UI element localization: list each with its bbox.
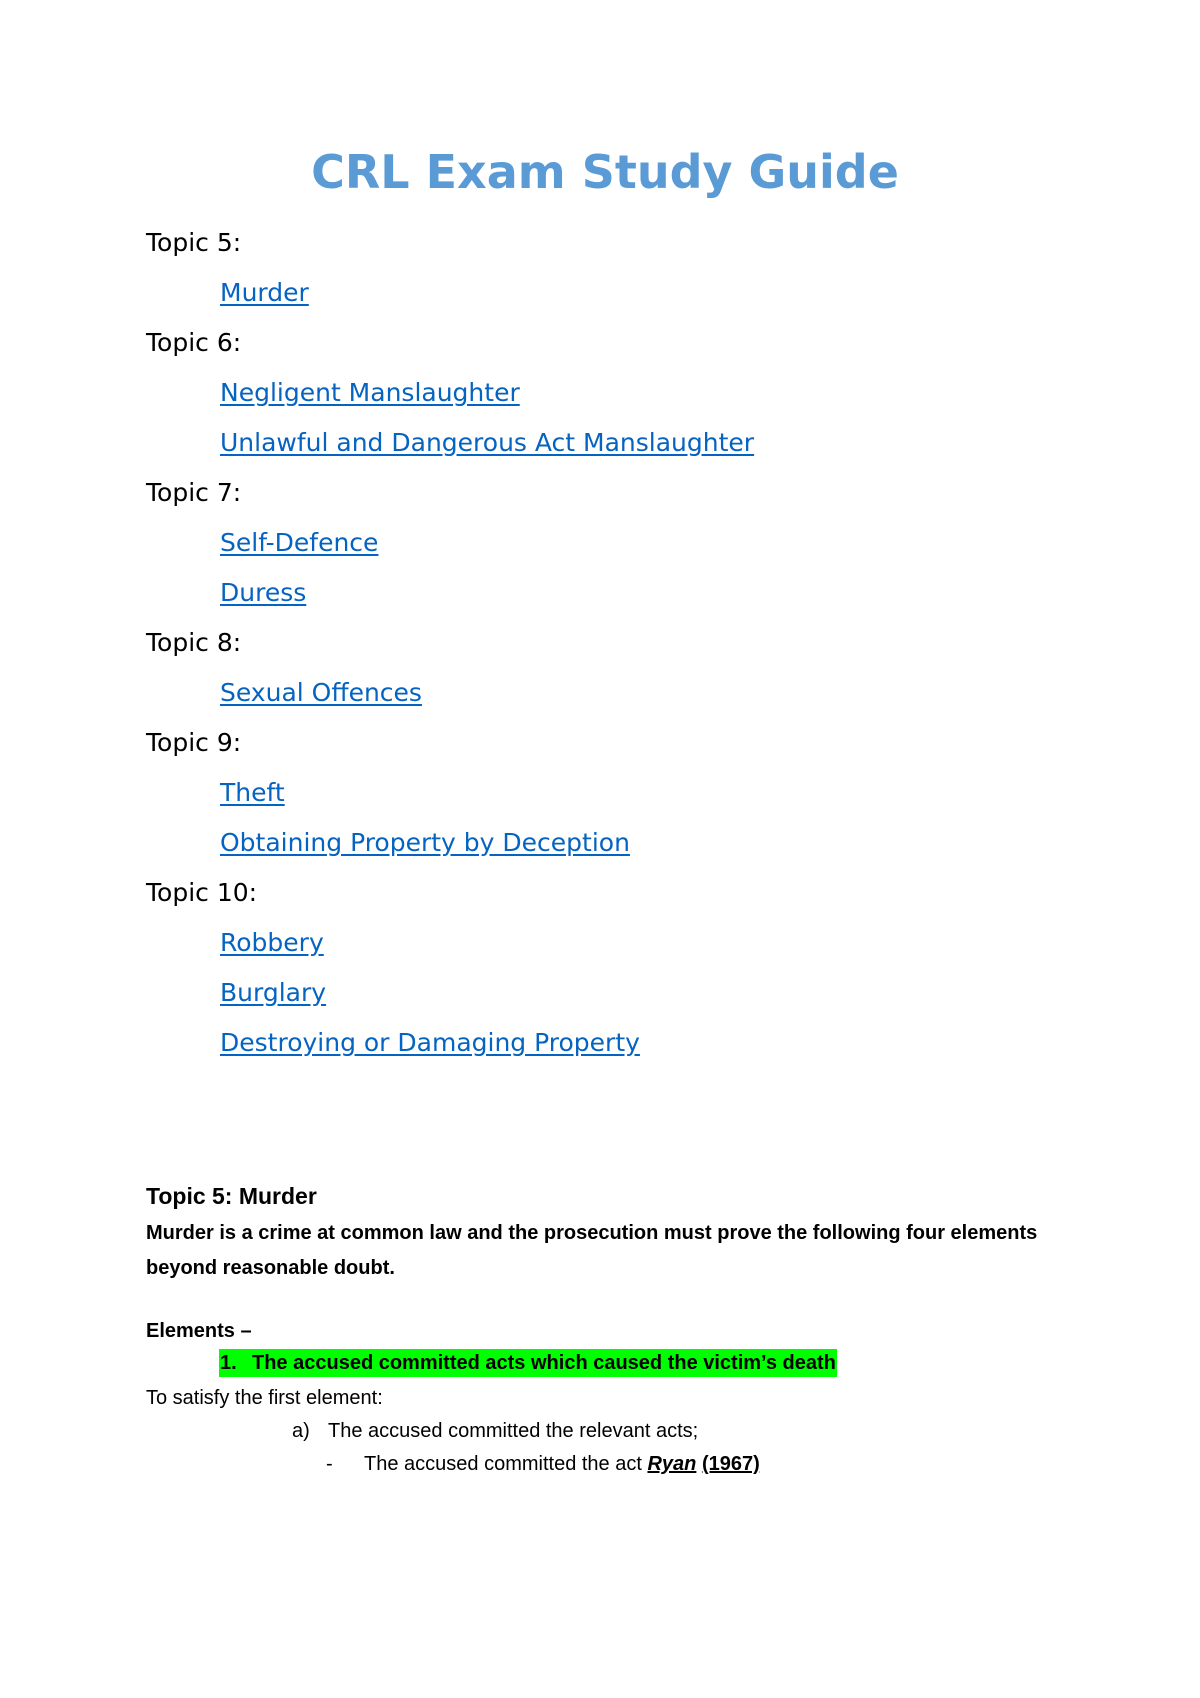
toc-heading-topic-10: Topic 10: <box>146 878 258 907</box>
table-of-contents <box>146 228 1146 1078</box>
toc-heading-topic-9: Topic 9: <box>146 728 242 757</box>
section-intro-paragraph: Murder is a crime at common law and the prosecution must prove the following four elements beyond reasonable doubt. <box>146 1222 1038 1279</box>
toc-link-robbery[interactable]: Robbery <box>220 928 324 957</box>
case-year: (1967) <box>701 1453 760 1475</box>
elements-label: Elements – <box>146 1320 252 1342</box>
element-text: The accused committed acts which caused the victim’s death <box>252 1352 836 1374</box>
bullet-dash: - <box>326 1453 333 1475</box>
satisfy-instruction: To satisfy the first element: <box>146 1387 383 1409</box>
toc-heading-topic-5: Topic 5: <box>146 228 242 257</box>
toc-heading-topic-6: Topic 6: <box>146 328 242 357</box>
toc-link-theft[interactable]: Theft <box>220 778 285 807</box>
toc-link-murder[interactable]: Murder <box>220 278 309 307</box>
sub-item-text: The accused committed the relevant acts; <box>328 1420 699 1442</box>
toc-link-burglary[interactable]: Burglary <box>220 978 327 1007</box>
toc-link-obtaining-property-by-deception[interactable]: Obtaining Property by Deception <box>220 828 630 857</box>
document-title: CRL Exam Study Guide <box>311 145 899 199</box>
toc-heading-topic-8: Topic 8: <box>146 628 242 657</box>
toc-link-sexual-offences[interactable]: Sexual Offences <box>220 678 422 707</box>
element-number: 1. <box>220 1352 237 1374</box>
section-heading: Topic 5: Murder <box>146 1183 317 1209</box>
bullet-text: The accused committed the act <box>364 1453 648 1475</box>
highlighted-element-item <box>219 1349 837 1377</box>
toc-link-destroying-or-damaging-property[interactable]: Destroying or Damaging Property <box>220 1028 640 1057</box>
case-name: Ryan <box>647 1453 697 1475</box>
sub-item-a <box>292 1418 698 1444</box>
toc-link-negligent-manslaughter[interactable]: Negligent Manslaughter <box>220 378 520 407</box>
toc-link-unlawful-dangerous-act-manslaughter[interactable]: Unlawful and Dangerous Act Manslaughter <box>220 428 755 457</box>
bullet-item <box>326 1451 760 1477</box>
toc-heading-topic-7: Topic 7: <box>146 478 242 507</box>
toc-link-duress[interactable]: Duress <box>220 578 307 607</box>
sub-item-marker: a) <box>292 1420 310 1442</box>
toc-link-self-defence[interactable]: Self-Defence <box>220 528 379 557</box>
